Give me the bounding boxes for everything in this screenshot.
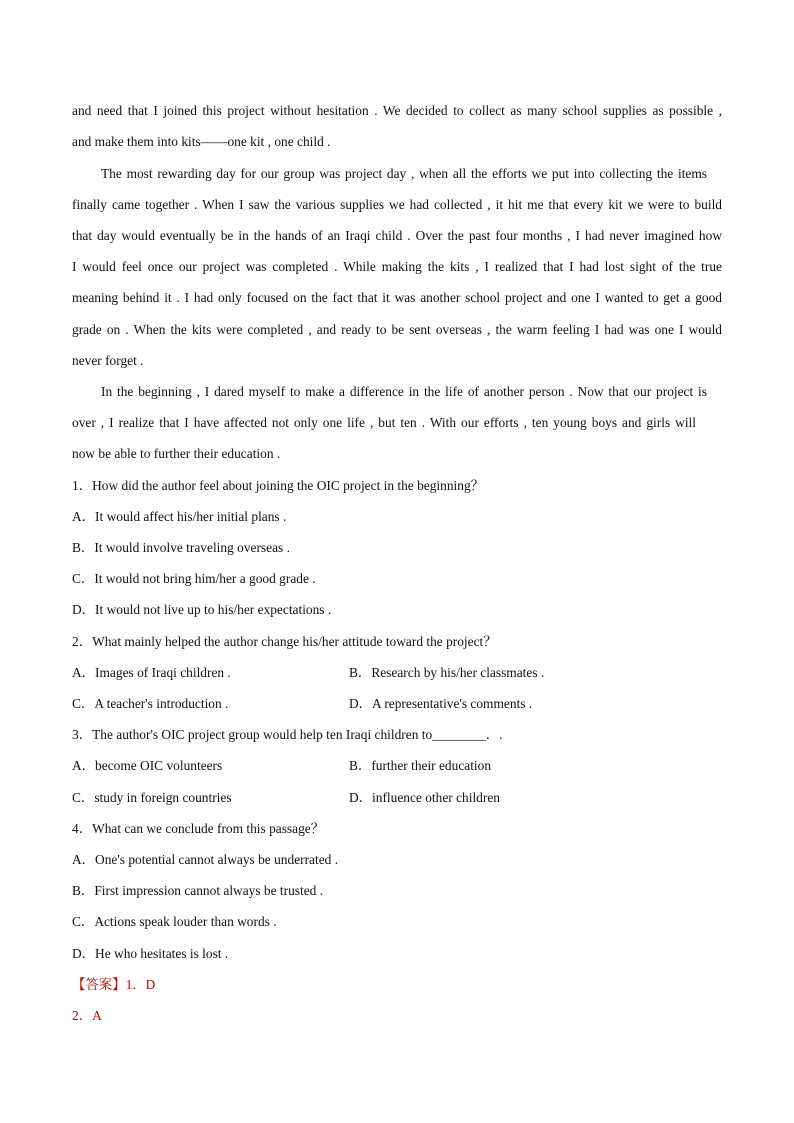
question-option-row — [72, 789, 722, 807]
answer-value: 1．D — [125, 977, 156, 992]
passage-line: I would feel once our project was completed . While making the kits , I realized that I had lost sight of the true — [72, 259, 722, 274]
question-option-row — [72, 664, 722, 682]
passage-line: never forget . — [72, 353, 144, 368]
passage-line: finally came together . When I saw the various supplies we had collected , it hit me that every kit we were to build — [72, 197, 722, 212]
passage-line: In the beginning , I dared myself to make a difference in the life of another person . Now that our project is — [101, 384, 707, 399]
question-option: D．It would not live up to his/her expectations . — [72, 602, 332, 617]
answer-value: 2．A — [72, 1008, 102, 1023]
question-option: B．Research by his/her classmates . — [349, 665, 545, 680]
question-stem: 3．The author's OIC project group would help ten Iraqi children to________．. — [72, 727, 503, 742]
passage-line: meaning behind it . I had only focused on the fact that it was another school project and one I wanted to get a good — [72, 290, 722, 305]
question-stem: 1．How did the author feel about joining the OIC project in the beginning？ — [72, 478, 485, 493]
answer-line — [72, 1007, 722, 1025]
passage-line: that day would eventually be in the hands of an Iraqi child . Over the past four months , I had never imagined how — [72, 228, 722, 243]
question-option: C．study in foreign countries — [72, 790, 232, 805]
question-option: A．Images of Iraqi children . — [72, 665, 231, 680]
question-option: C．A teacher's introduction . — [72, 696, 229, 711]
passage-line: grade on . When the kits were completed , and ready to be sent overseas , the warm feeling I had was one I would — [72, 322, 722, 337]
answer-line — [72, 976, 722, 994]
passage-line: and need that I joined this project without hesitation . We decided to collect as many school supplies as possible , — [72, 103, 722, 118]
question-stem: 2．What mainly helped the author change his/her attitude toward the project？ — [72, 634, 497, 649]
question-option-row — [72, 757, 722, 775]
question-stem: 4．What can we conclude from this passage？ — [72, 821, 325, 836]
question-option-row — [72, 695, 722, 713]
question-option: B．further their education — [349, 758, 492, 773]
question-option: A．become OIC volunteers — [72, 758, 223, 773]
passage-line: now be able to further their education . — [72, 446, 281, 461]
question-option: A．One's potential cannot always be underrated . — [72, 852, 339, 867]
question-option: A．It would affect his/her initial plans . — [72, 509, 287, 524]
question-option: D．He who hesitates is lost . — [72, 946, 229, 961]
passage-line: The most rewarding day for our group was project day , when all the efforts we put into collecting the items — [101, 166, 707, 181]
passage-line: over , I realize that I have affected not only one life , but ten . With our efforts , ten young boys and girls will — [72, 415, 696, 430]
question-option: D．A representative's comments . — [349, 696, 533, 711]
question-option: B．It would involve traveling overseas . — [72, 540, 290, 555]
passage-line: and make them into kits——one kit , one child . — [72, 134, 331, 149]
question-option: C．It would not bring him/her a good grade . — [72, 571, 316, 586]
question-option: B．First impression cannot always be trusted . — [72, 883, 324, 898]
question-option: D．influence other children — [349, 790, 500, 805]
answer-label: 【答案】 — [72, 977, 126, 992]
question-option: C．Actions speak louder than words . — [72, 914, 277, 929]
